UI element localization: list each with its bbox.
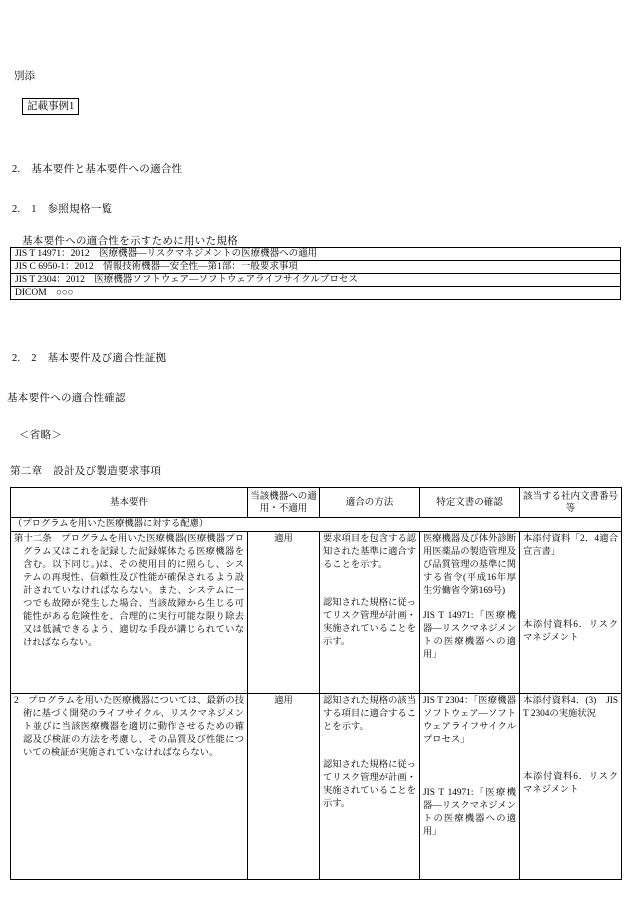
standard-entry: JIS C 6950-1：2012 情報技術機器―安全性―第1部：一般要求事項 <box>11 261 621 274</box>
requirement-text: 第十二条 プログラムを用いた医療機器(医療機器プログラム又はこれを記録した記録媒体たる医療機器を含む。以下同じ。)は、その使用目的に照らし、システムの再現性、信頼性及び性能が確保されるよう設計されていなければならない。また、システムに一つでも故障が発生した場合、当該故障から生じる可能性がある危険性を、合理的に実行可能な限り除去又は低減できるよう、適切な手段が講じられていなければならない。 <box>14 534 244 648</box>
requirement-cell <box>11 694 248 880</box>
table-row <box>11 694 622 880</box>
note-cell: （プログラムを用いた医療機器に対する配慮） <box>11 518 622 532</box>
table-header-row <box>11 488 622 518</box>
section-2-heading: 2. 基本要件と基本要件への適合性 <box>12 164 183 175</box>
document-paragraph: 医療機器及び体外診断用医薬品の製造管理及び品質管理の基準に関する省令(平成16年厚生労働省令第169号) <box>423 534 516 596</box>
internal-doc-paragraph: 本添付資料4．(3) JIS T 2304の実施状況 <box>523 696 618 719</box>
internal-doc-paragraph: 本添付資料6．リスクマネジメント <box>523 620 618 643</box>
method-paragraph: 認知された規格に従ってリスク管理が計画・実施されていることを示す。 <box>323 598 416 647</box>
standards-intro-text: 基本要件への適合性を示すために用いた規格 <box>22 236 238 247</box>
document-paragraph: JIS T 2304：「医療機器ソフトウェア―ソフトウェアライフサイクルプロセス」 <box>423 696 516 745</box>
internal-document-cell <box>520 694 622 880</box>
section-2-1-heading: 2. 1 参照規格一覧 <box>12 204 113 215</box>
column-header-conformity-method: 適合の方法 <box>320 488 420 518</box>
column-header-internal-document: 該当する社内文書番号等 <box>520 488 622 518</box>
table-note-row <box>11 518 622 532</box>
column-header-specified-document: 特定文書の確認 <box>420 488 520 518</box>
applicability-cell: 適用 <box>248 694 320 880</box>
standard-entry: JIS T 14971：2012 医療機器―リスクマネジメントの医療機器への適用 <box>11 248 621 261</box>
applicability-cell: 適用 <box>248 532 320 694</box>
specified-document-cell <box>420 532 520 694</box>
method-paragraph: 要求項目を包含する認知された基準に適合することを示す。 <box>323 534 416 570</box>
requirement-cell <box>11 532 248 694</box>
standard-entry: JIS T 2304：2012 医療機器ソフトウェア―ソフトウェアライフサイクルプロセス <box>11 274 621 287</box>
specified-document-cell <box>420 694 520 880</box>
chapter-2-heading: 第二章 設計及び製造要求事項 <box>10 466 162 477</box>
requirements-conformity-table <box>10 487 622 880</box>
standard-entry: DICOM ○○○ <box>11 287 621 300</box>
method-paragraph: 認知された規格の該当する項目に適合することを示す。 <box>323 696 416 732</box>
omitted-text: ＜省略＞ <box>19 430 63 441</box>
conformity-check-heading: 基本要件への適合性確認 <box>7 393 126 404</box>
internal-doc-paragraph: 本添付資料6．リスクマネジメント <box>523 772 618 795</box>
conformity-method-cell <box>320 694 420 880</box>
section-2-2-heading: 2. 2 基本要件及び適合性証拠 <box>12 353 167 364</box>
internal-document-cell <box>520 532 622 694</box>
table-row <box>11 248 621 261</box>
reference-standards-table <box>10 247 621 300</box>
column-header-applicability: 当該機器への適用・不適用 <box>248 488 320 518</box>
attachment-label: 別添 <box>14 71 35 82</box>
method-paragraph: 認知された規格に従ってリスク管理が計画・実施されていることを示す。 <box>323 760 416 809</box>
table-row <box>11 274 621 287</box>
table-row <box>11 261 621 274</box>
internal-doc-paragraph: 本添付資料「2．4適合宣言書」 <box>523 534 618 557</box>
table-row <box>11 287 621 300</box>
column-header-basic-requirement: 基本要件 <box>11 488 248 518</box>
requirement-text: 2 プログラムを用いた医療機器については、最新の技術に基づく開発のライフサイクル、リスクマネジメント並びに当該医療機器を適切に動作させるための確認及び検証の方法を考慮し、その品質及び性能についての検証が実施されていなければならない。 <box>14 696 244 758</box>
document-paragraph: JIS T 14971:「医療機器―リスクマネジメントの医療機器への適用」 <box>423 788 516 837</box>
document-paragraph: JIS T 14971:「医療機器―リスクマネジメントの医療機器への適用」 <box>423 611 516 660</box>
example-case-box: 記載事例1 <box>22 98 79 115</box>
conformity-method-cell <box>320 532 420 694</box>
table-row <box>11 532 622 694</box>
